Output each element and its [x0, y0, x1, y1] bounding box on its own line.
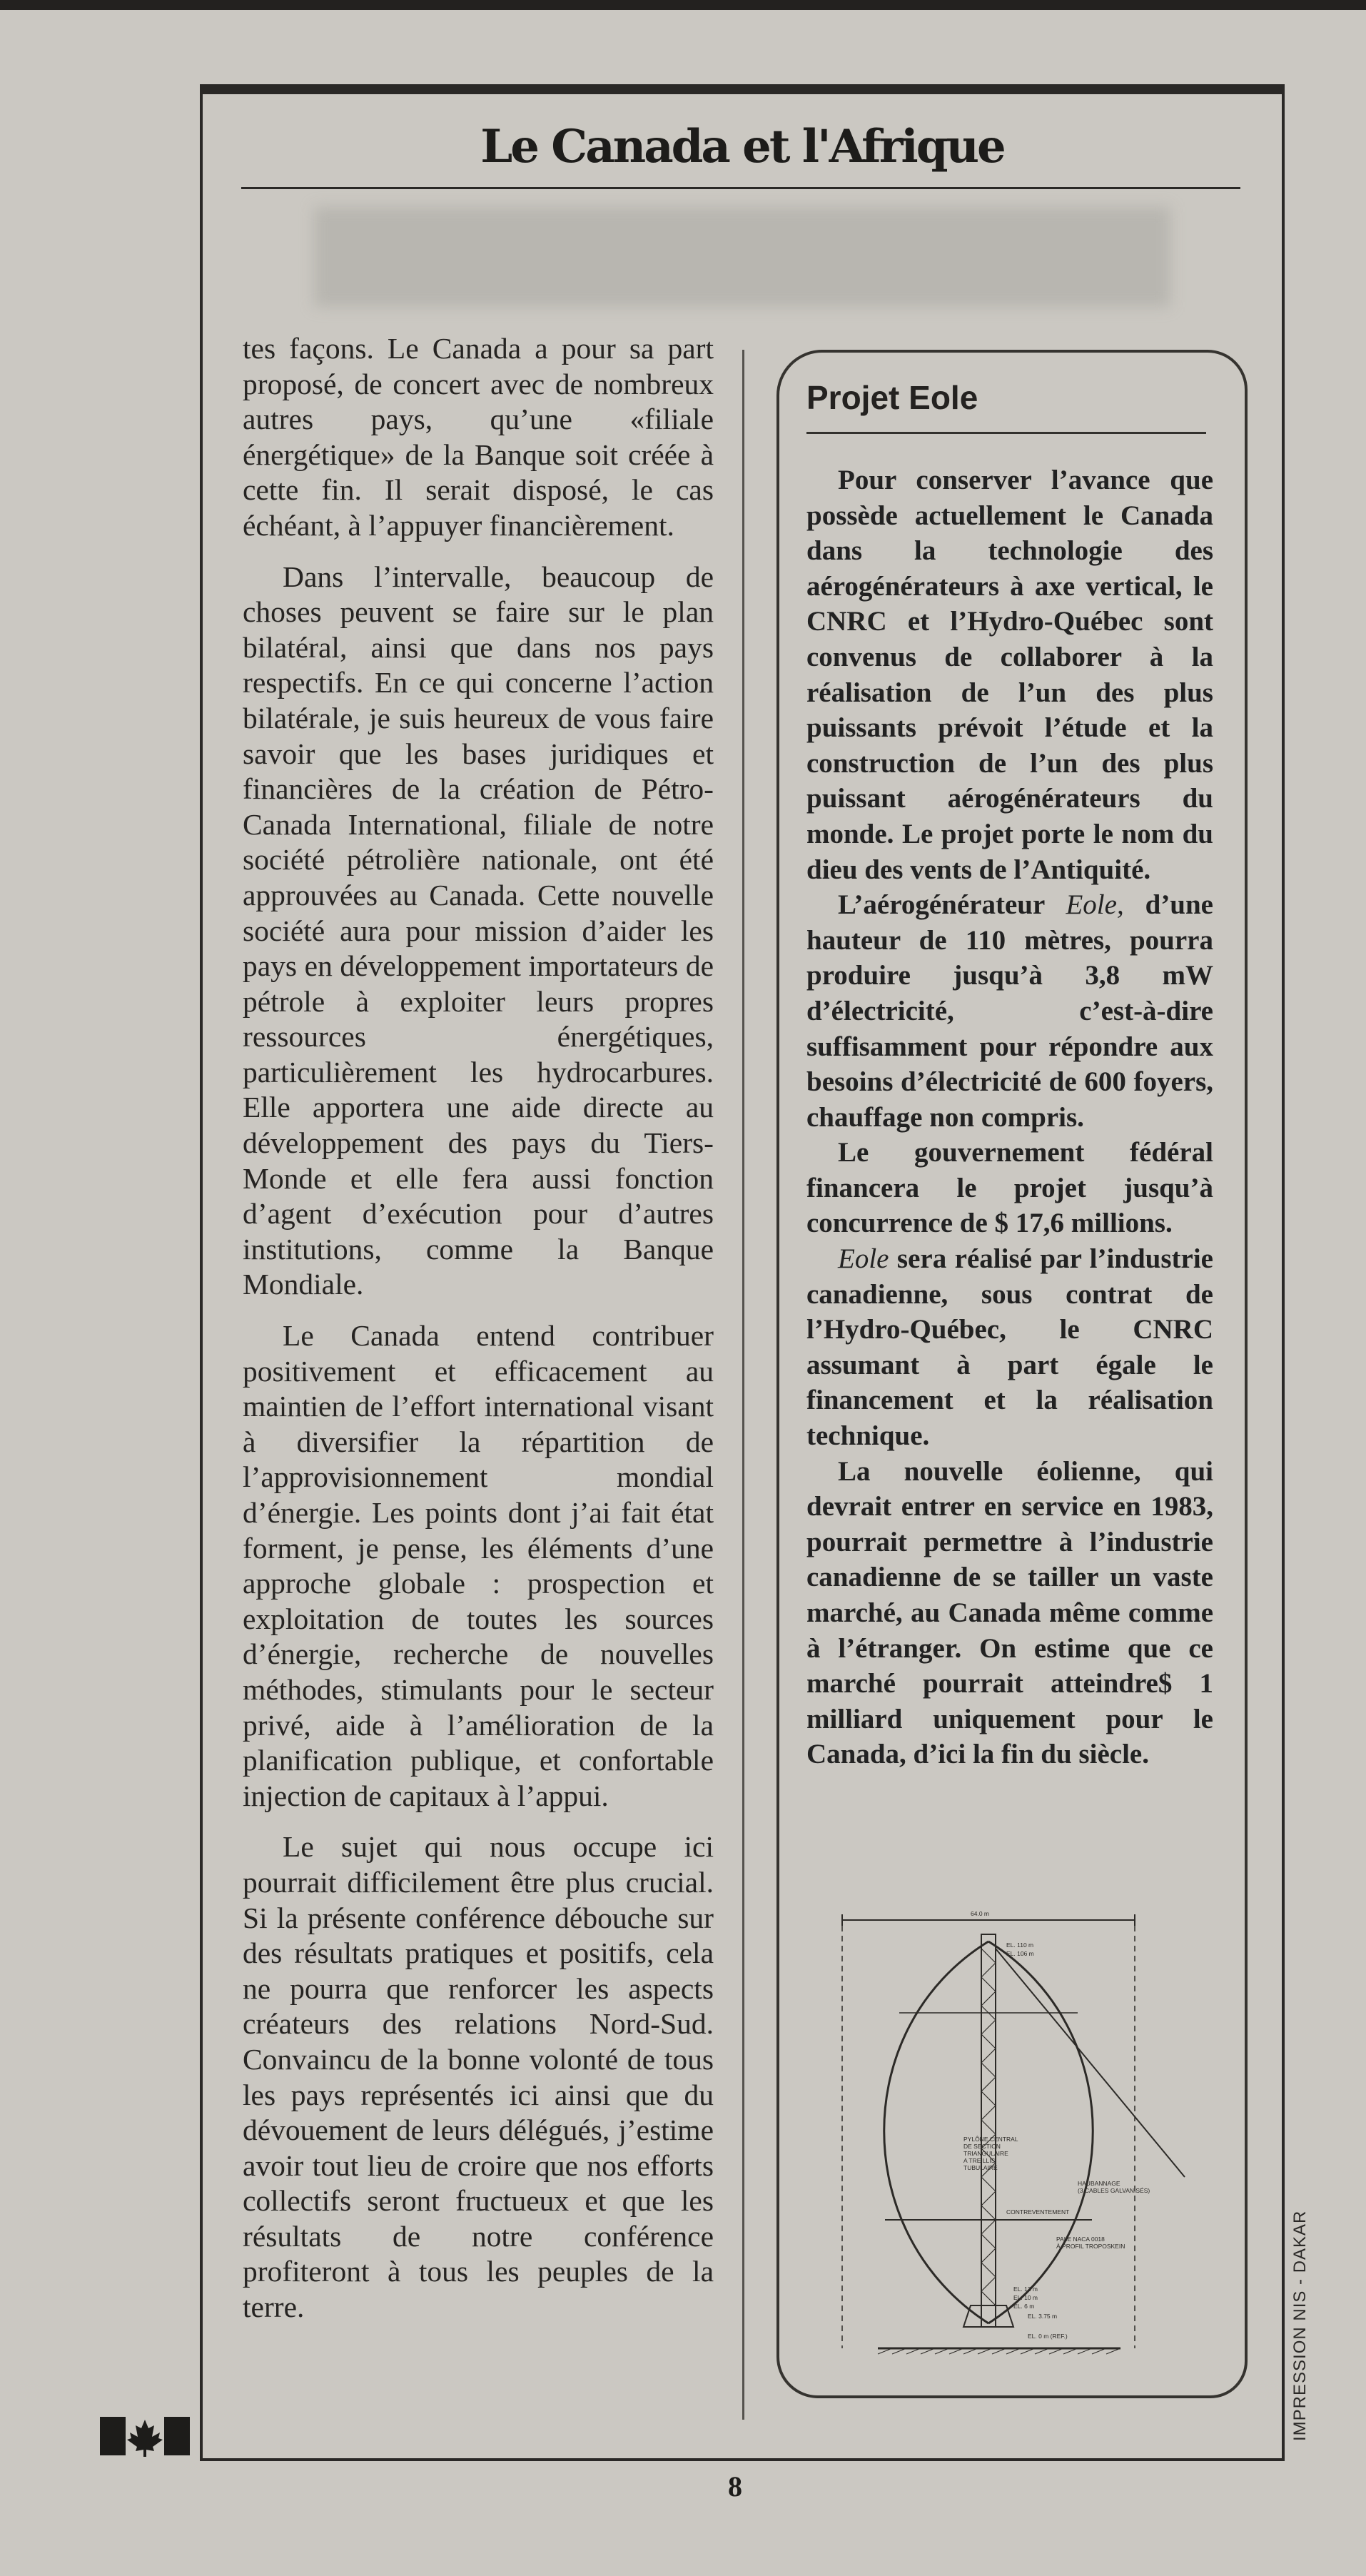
scan-smudge [314, 207, 1170, 307]
diagram-label: EL. 3.75 m [1028, 2313, 1058, 2320]
diagram-label: EL. 10 m [1013, 2294, 1038, 2301]
diagram-label: À PROFIL TROPOSKEIN [1056, 2243, 1125, 2250]
article-paragraph: tes façons. Le Canada a pour sa part proposé, de concert avec de nombreux autres pays, qu’une «filiale énergétique» de la Banque soit créée à cette fin. Il serait disposé, le cas échéant, à l’appuyer financièrement. [243, 332, 714, 542]
sidebar-paragraph: Pour conserver l’avance que possède actuellement le Canada dans la technologie des aérogénérateurs à axe vertical, le CNRC et l’Hydro-Québec sont convenus de collaborer à la réalisation de l’un des plus puissants prévoit l’étude et la construction de l’un des plus puissant aérogénérateurs du monde. Le projet porte le nom du dieu des vents de l’Antiquité. [806, 465, 1213, 885]
canada-flag-logo [98, 2414, 191, 2458]
article-column [243, 331, 714, 2341]
sidebar-text-run: d’une hauteur de 110 mètres, pourra produire jusqu’à 3,8 mW d’électricité, c’est-à-dire suffisamment pour répondre aux besoins d’électricité de 600 foyers, chauffage non compris. [806, 889, 1213, 1133]
sidebar-title: Projet Eole [806, 379, 978, 416]
turbine-base [963, 2305, 1013, 2327]
sidebar-text [806, 463, 1213, 1772]
top-scan-band [0, 0, 1366, 10]
sidebar-italic: Eole [838, 1243, 889, 1275]
guy-cable [996, 1949, 1185, 2177]
maple-leaf-icon [127, 2420, 163, 2457]
page-number: 8 [728, 2470, 742, 2502]
blade-left [884, 1941, 988, 2323]
diagram-label: PYLÔNE CENTRAL [963, 2136, 1018, 2143]
imprint-credit: IMPRESSION NIS - DAKAR [1290, 2210, 1310, 2441]
sidebar-paragraph [806, 887, 1213, 1135]
diagram-label: CONTREVENTEMENT [1006, 2208, 1070, 2216]
blade-right [988, 1941, 1093, 2323]
title-rule [241, 187, 1240, 189]
sidebar-italic: Eole, [1066, 889, 1124, 921]
diagram-label: EL. 106 m [1006, 1950, 1034, 1957]
diagram-label: PALE NACA 0018 [1056, 2236, 1105, 2243]
diagram-label: (3 CABLES GALVANISÉS) [1078, 2187, 1150, 2194]
article-paragraph: Le Canada entend contribuer positivement et efficacement au maintien de l’effort international visant à diversifier la répartition de l’approvisionnement mondial d’énergie. Les points dont j’ai fait état forment, je pense, les éléments d’une approche globale : prospection et exploitation de toutes les sources d’énergie, recherche de nouvelles méthodes, stimulants pour le secteur privé, aide à l’amélioration de la planification publique, et confortable injection de capitaux à l’appui. [243, 1319, 714, 1812]
sidebar-text-run: sera réalisé par l’industrie canadienne, sous contrat de l’Hydro-Québec, le CNRC assumant à part égale le financement et la réalisation technique. [806, 1243, 1213, 1452]
diagram-label: TRIANGULAIRE [963, 2150, 1008, 2157]
sidebar-paragraph [806, 1241, 1213, 1454]
wind-turbine-diagram [821, 1906, 1220, 2384]
diagram-label: A TREILLIS [963, 2157, 996, 2164]
diagram-label: EL. 110 m [1006, 1941, 1034, 1949]
sidebar-title-rule [806, 432, 1206, 434]
diagram-label: EL. 12 m [1013, 2285, 1038, 2293]
diagram-label: 64.0 m [971, 1910, 989, 1917]
diagram-label: TUBULAIRE [963, 2164, 998, 2171]
diagram-label: EL. 0 m (REF.) [1028, 2333, 1068, 2340]
column-divider [742, 350, 744, 2420]
article-paragraph: Dans l’intervalle, beaucoup de choses peuvent se faire sur le plan bilatéral, ainsi que dans nos pays respectifs. En ce qui concerne l’action bilatérale, je suis heureux de vous faire savoir que les bases juridiques et financières de la création de Pétro-Canada International, filiale de notre société pétrolière nationale, ont été approuvées au Canada. Cette nouvelle société aura pour mission d’aider les pays en développement importateurs de pétrole à exploiter leurs propres ressources énergétiques, particulièrement les hydrocarbures. Elle apportera une aide directe au développement des pays du Tiers-Monde et elle fera aussi fonction d’agent d’exécution pour d’autres institutions, comme la Banque Mondiale. [243, 560, 714, 1301]
sidebar-paragraph: Le gouvernement fédéral financera le projet jusqu’à concurrence de $ 17,6 millions. [806, 1137, 1213, 1239]
diagram-label: EL. 6 m [1013, 2303, 1035, 2310]
diagram-label: DE SECTION [963, 2143, 1001, 2150]
article-paragraph: Le sujet qui nous occupe ici pourrait difficilement être plus crucial. Si la présente conférence débouche sur des résultats pratiques et positifs, cela ne pourra que renforcer les aspects créateurs des relations Nord-Sud. Convaincu de la bonne volonté de tous les pays représentés ici ainsi que du dévouement de leurs délégués, j’estime avoir tout lieu de croire que nos efforts collectifs seront fructueux et que les résultats de notre conférence profiteront à tous les peuples de la terre. [243, 1830, 714, 2324]
page-title: Le Canada et l'Afrique [480, 120, 1004, 173]
sidebar-paragraph: La nouvelle éolienne, qui devrait entrer en service en 1983, pourrait permettre à l’industrie canadienne de se tailler un vaste marché, au Canada même comme à l’étranger. On estime que ce marché pourrait atteindre$ 1 milliard uniquement pour le Canada, d’ici la fin du siècle. [806, 1455, 1213, 1770]
sidebar-text-run: L’aérogénérateur [838, 889, 1066, 921]
diagram-label: HAUBANNAGE [1078, 2180, 1120, 2187]
